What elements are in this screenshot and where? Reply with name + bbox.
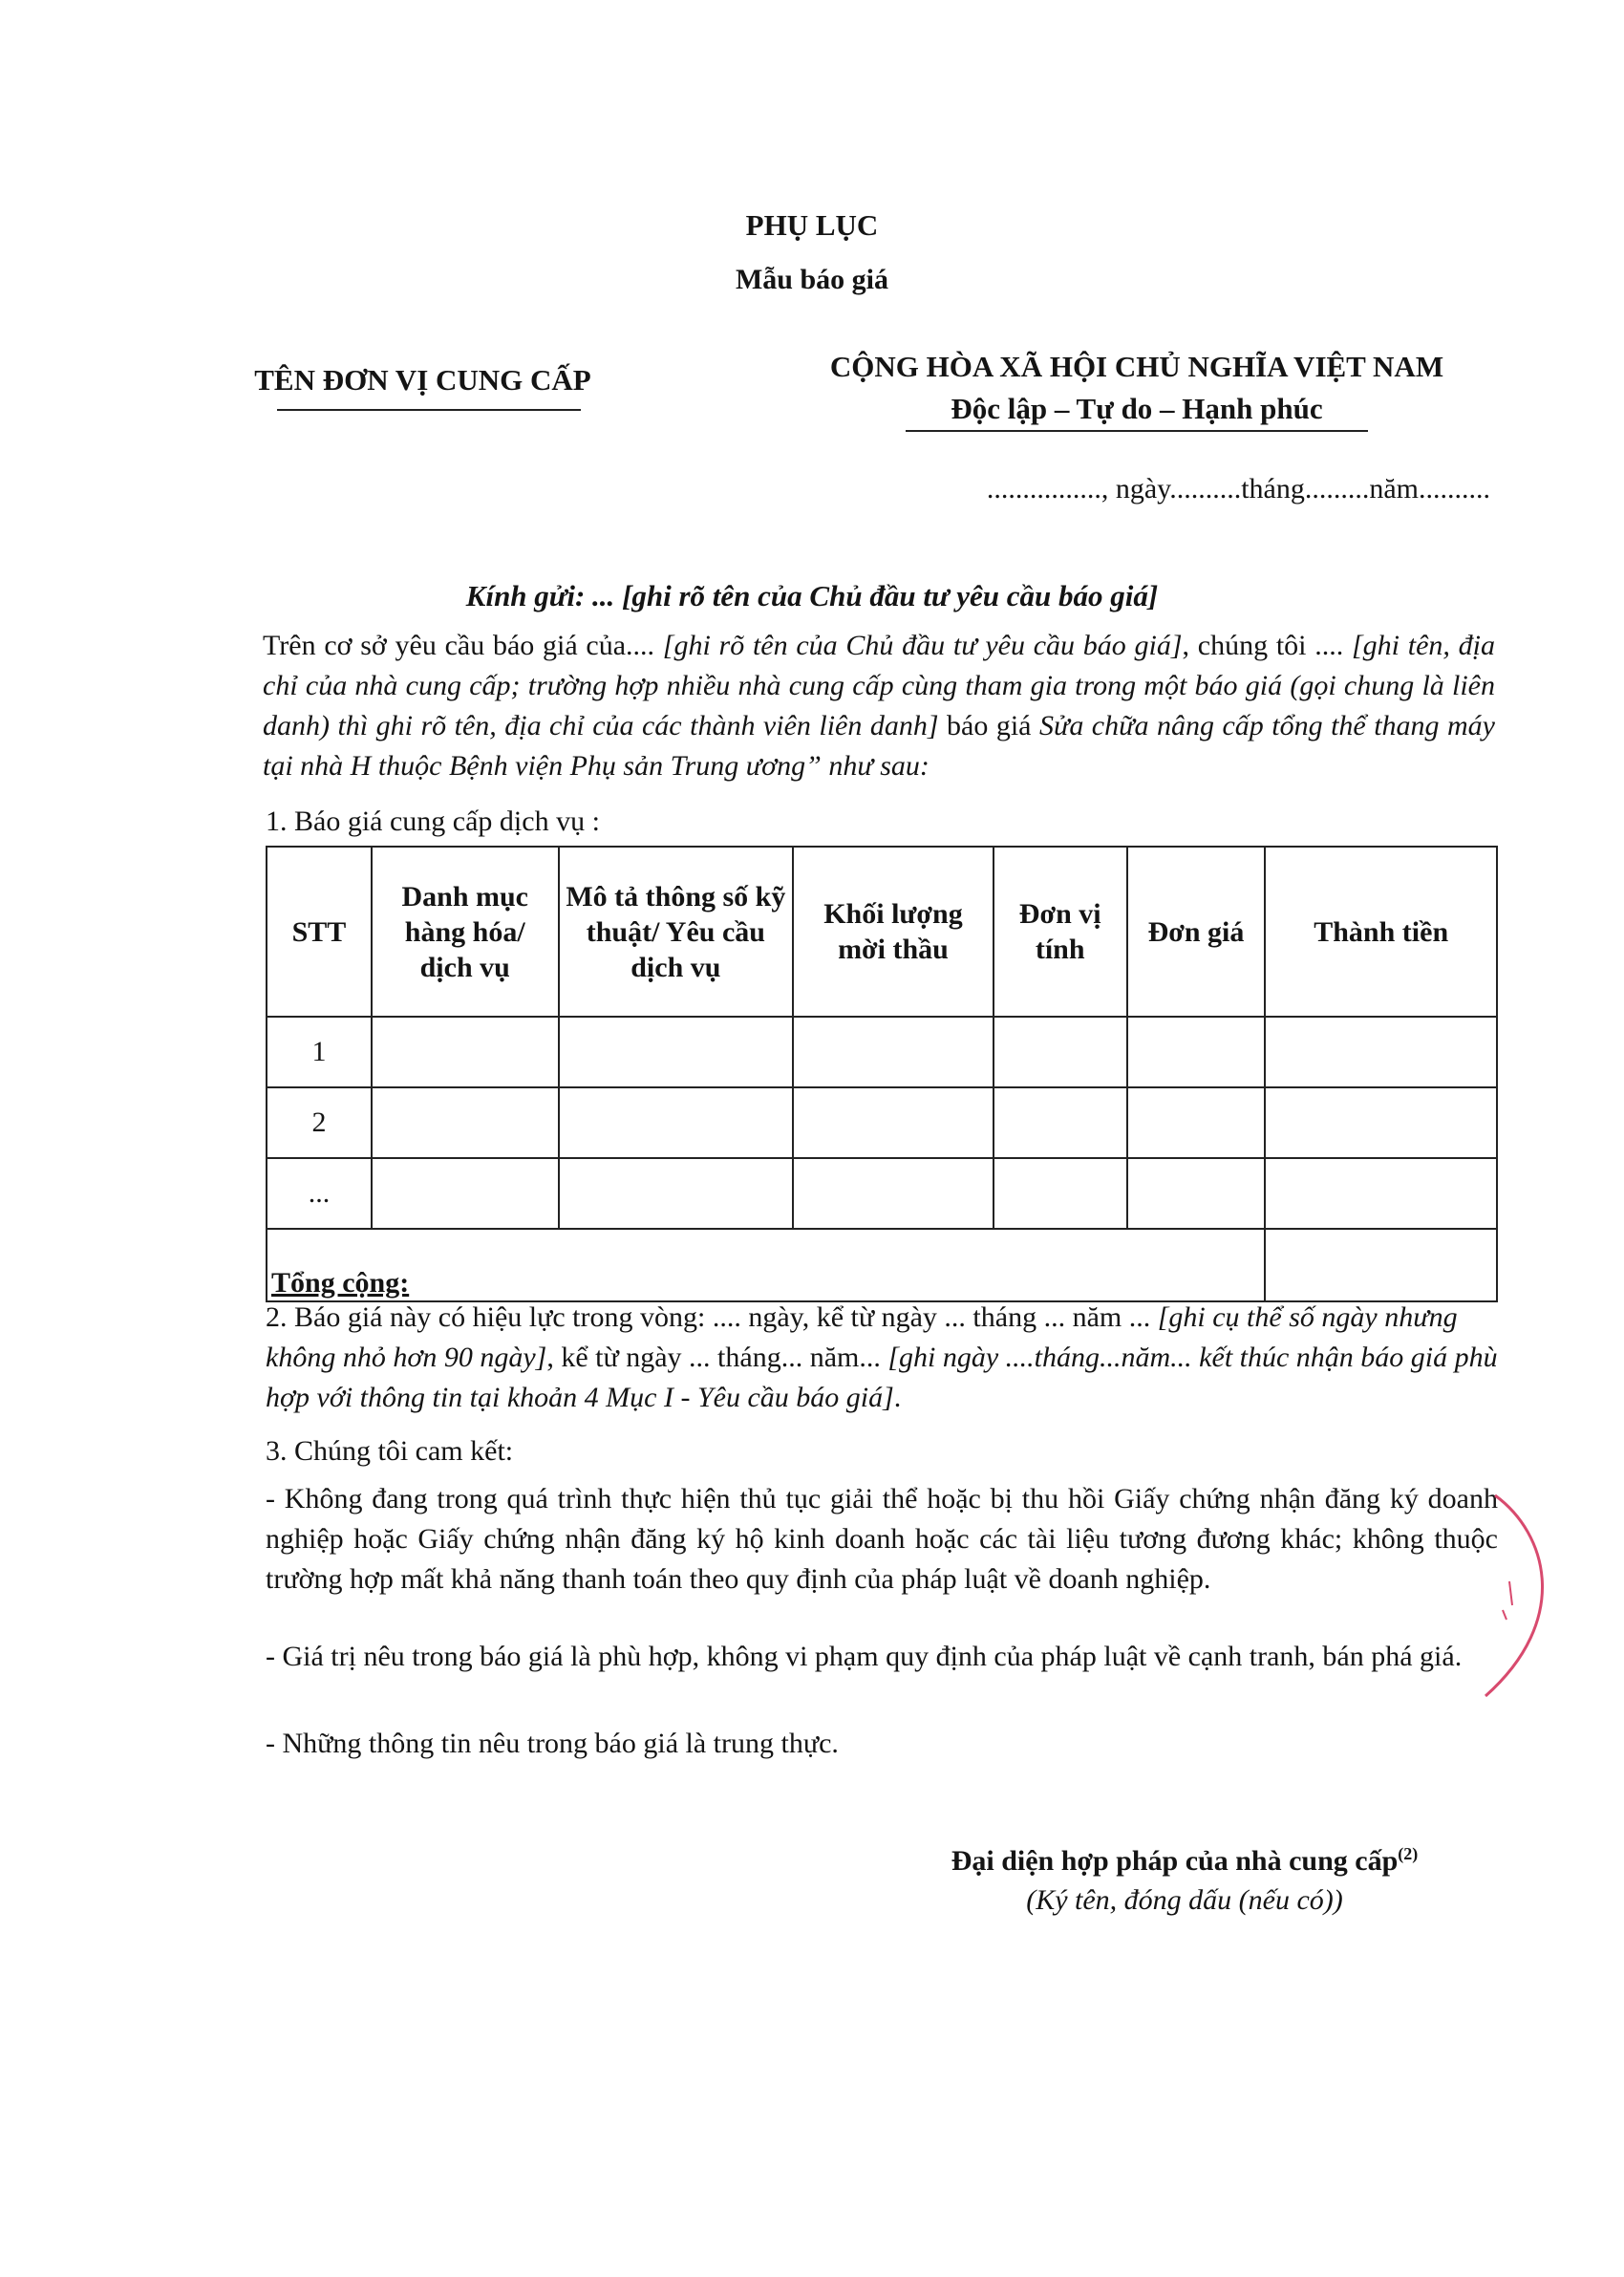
motto-underline <box>906 430 1368 432</box>
table-header-cell: Mô tả thông số kỹ thuật/ Yêu cầu dịch vụ <box>559 847 794 1017</box>
table-cell <box>1127 1017 1266 1087</box>
section-2-text: 2. Báo giá này có hiệu lực trong vòng: .... ngày, kể từ ngày ... tháng ... năm ... <box>266 1301 1158 1333</box>
table-header-cell: Khối lượng mời thầu <box>793 847 994 1017</box>
quote-table <box>266 846 1498 1302</box>
table-row <box>267 1017 1497 1087</box>
table-cell <box>1265 1158 1497 1229</box>
table-row <box>267 1158 1497 1229</box>
intro-paragraph <box>263 626 1495 786</box>
table-cell <box>793 1158 994 1229</box>
page-subtitle: Mẫu báo giá <box>735 264 889 295</box>
commitment-item: - Giá trị nêu trong báo giá là phù hợp, không vi phạm quy định của pháp luật về cạnh tranh, bán phá giá. <box>266 1641 1463 1672</box>
table-cell <box>793 1017 994 1087</box>
table-header-cell: Danh mục hàng hóa/ dịch vụ <box>372 847 559 1017</box>
signature-title-text: Đại diện hợp pháp của nhà cung cấp <box>951 1845 1399 1877</box>
seal-tick <box>1503 1610 1506 1620</box>
table-header-cell: Thành tiền <box>1265 847 1497 1017</box>
table-cell <box>372 1158 559 1229</box>
table-cell <box>559 1017 794 1087</box>
table-cell <box>559 1158 794 1229</box>
section-2-note: [ghi cụ thể số ngày nhưng không nhỏ hơn 90 ngày] <box>266 1301 1458 1373</box>
supplier-underline <box>277 409 581 411</box>
section-1-heading: 1. Báo giá cung cấp dịch vụ : <box>266 806 600 837</box>
section-2-paragraph <box>266 1298 1498 1418</box>
signature-footnote: (2) <box>1398 1844 1419 1863</box>
commitment-item: - Không đang trong quá trình thực hiện thủ tục giải thể hoặc bị thu hồi Giấy chứng nhận đăng ký doanh nghiệp hoặc Giấy chứng nhận đăng ký hộ kinh doanh hoặc các tài liệu tương đương khác; không thuộc trường hợp mất khả năng thanh toán theo quy định của pháp luật về doanh nghiệp. <box>266 1483 1498 1595</box>
intro-text: báo giá <box>938 710 1039 741</box>
signature-note: (Ký tên, đóng dấu (nếu có)) <box>1026 1884 1343 1916</box>
total-label: Tổng cộng: <box>267 1229 1265 1301</box>
table-total-row <box>267 1229 1497 1301</box>
supplier-name-heading: TÊN ĐƠN VỊ CUNG CẤP <box>254 363 591 397</box>
intro-text: Trên cơ sở yêu cầu báo giá của.... <box>263 630 663 661</box>
section-2-text: , kể từ ngày ... tháng... năm... <box>546 1342 888 1373</box>
table-row <box>267 1087 1497 1158</box>
republic-heading: CỘNG HÒA XÃ HỘI CHỦ NGHĨA VIỆT NAM <box>829 350 1444 383</box>
motto-heading: Độc lập – Tự do – Hạnh phúc <box>951 392 1323 425</box>
page-title: PHỤ LỤC <box>745 208 879 242</box>
table-header-cell: Đơn giá <box>1127 847 1266 1017</box>
section-2-text: . <box>893 1382 902 1413</box>
table-cell <box>994 1158 1127 1229</box>
table-header-row <box>267 847 1497 1017</box>
section-2-note: [ghi ngày ....tháng...năm... kết thúc nhận báo giá phù hợp với thông tin tại khoản 4 Mục I - Yêu cầu báo giá] <box>266 1342 1498 1413</box>
greeting-label: Kính gửi: ... <box>465 579 615 612</box>
table-header-cell: STT <box>267 847 372 1017</box>
section-3-heading: 3. Chúng tôi cam kết: <box>266 1435 514 1467</box>
intro-note: [ghi tên, địa chỉ của nhà cung cấp; trường hợp nhiều nhà cung cấp cùng tham gia trong một báo giá (gọi chung là liên danh) thì ghi rõ tên, địa chỉ của các thành viên liên danh] <box>263 630 1495 741</box>
seal-arc <box>1485 1495 1543 1696</box>
table-cell <box>1265 1087 1497 1158</box>
table-cell <box>994 1017 1127 1087</box>
table-cell <box>994 1087 1127 1158</box>
table-cell <box>1127 1158 1266 1229</box>
table-cell-stt: 1 <box>267 1017 372 1087</box>
table-cell <box>1127 1087 1266 1158</box>
total-value-cell <box>1265 1229 1497 1301</box>
signature-title <box>822 1844 1548 1878</box>
intro-text: , chúng tôi .... <box>1182 630 1352 661</box>
table-cell <box>372 1087 559 1158</box>
commitment-item: - Những thông tin nêu trong báo giá là trung thực. <box>266 1728 839 1759</box>
intro-note: [ghi rõ tên của Chủ đầu tư yêu cầu báo giá] <box>662 630 1183 661</box>
greeting <box>0 579 1624 613</box>
seal-tick <box>1509 1581 1512 1605</box>
table-cell <box>559 1087 794 1158</box>
table-cell-stt: ... <box>267 1158 372 1229</box>
table-cell <box>1265 1017 1497 1087</box>
table-cell <box>372 1017 559 1087</box>
date-line: ................, ngày..........tháng.........năm.......... <box>986 473 1490 505</box>
greeting-note: [ghi rõ tên của Chủ đầu tư yêu cầu báo giá] <box>614 579 1159 612</box>
table-cell-stt: 2 <box>267 1087 372 1158</box>
table-header-cell: Đơn vị tính <box>994 847 1127 1017</box>
intro-project: Sửa chữa nâng cấp tổng thể thang máy tại nhà H thuộc Bệnh viện Phụ sản Trung ương” như sau: <box>263 710 1495 782</box>
seal-stamp-mark <box>1457 1476 1571 1715</box>
table-cell <box>793 1087 994 1158</box>
